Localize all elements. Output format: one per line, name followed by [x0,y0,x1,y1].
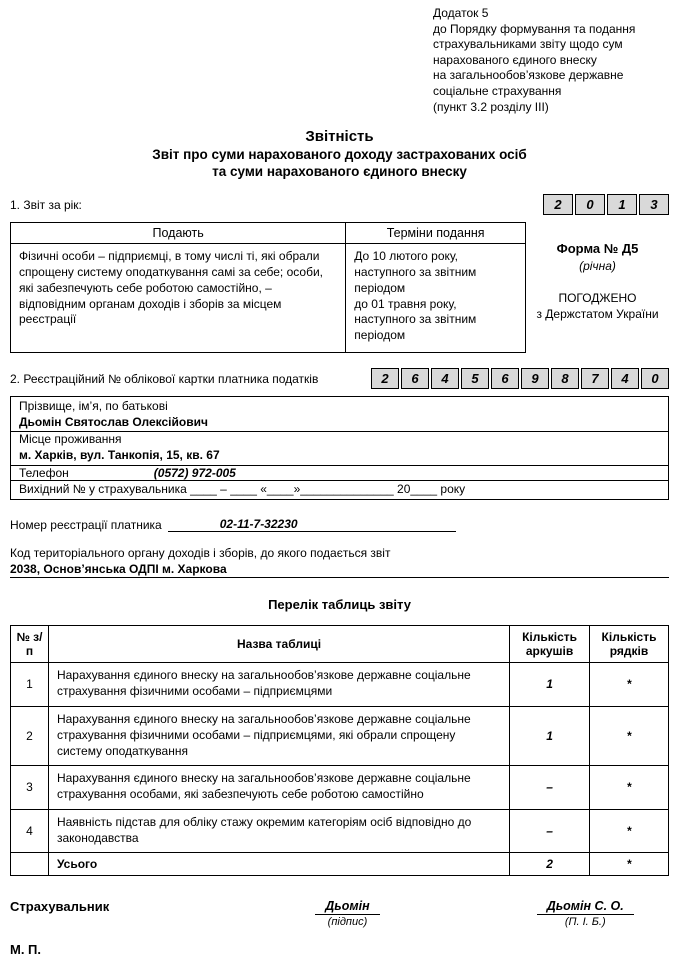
row-table-name: Нарахування єдиного внеску на загальнообов’язкове державне соціальне страхування фізичними особами – підприємцями [48,663,509,706]
appendix-line: Додаток 5 [433,6,489,20]
header-sheet-count: Кількість аркушів [510,625,590,663]
phone-field[interactable]: (0572) 972-005 [153,465,236,480]
taxpayer-digit-cell[interactable]: 4 [431,368,459,389]
year-digit-cell[interactable]: 0 [575,194,605,215]
year-digit-boxes [543,194,669,215]
row-sheet-count: – [510,809,590,852]
appendix-line: (пункт 3.2 розділу III) [433,99,549,114]
taxpayer-digit-cell[interactable]: 2 [371,368,399,389]
appendix-line: до Порядку формування та подання [433,21,636,36]
form-periodicity: (річна) [579,258,616,273]
row-table-name: Наявність підстав для обліку стажу окремим категоріям осіб відповідно до законодавства [48,809,509,852]
table-row [11,706,669,766]
taxpayer-digit-boxes [371,368,669,389]
insurer-details-box [10,396,669,499]
name-field[interactable]: Дьомін Святослав Олексійович [11,415,668,433]
total-empty-cell [11,852,49,875]
row-line-count: * [590,706,669,766]
row-sheet-count: – [510,766,590,809]
submission-term-line: до 01 травня року, наступного за звітним періодом [354,296,477,343]
phone-label: Телефон [19,465,69,480]
total-line-count: * [590,852,669,875]
insurer-label: Страхувальник [10,899,110,915]
tables-list-header-row [11,625,669,663]
appendix-line: соціальне страхування [433,83,562,98]
submission-who-cell: Фізичні особи – підприємці, в тому числі ті, які обрали спрощену систему оподаткування самі за себе; особи, які забезпечують себе роботою самостійно, – відповідним органам доходів і зборів за місцем реєстрації [11,244,346,353]
appendix-reference [433,6,679,115]
territorial-code-label: Код територіального органу доходів і зборів, до якого подається звіт [10,545,391,560]
year-digit-cell[interactable]: 3 [639,194,669,215]
submission-header-terms: Терміни подання [346,223,526,244]
signature-caption: (підпис) [327,916,368,929]
name-label: Прізвище, ім’я, по батькові [19,399,168,414]
row-number: 3 [11,766,49,809]
stamp-placeholder: М. П. [10,942,42,957]
full-name-field[interactable]: Дьомін С. О. [537,899,634,915]
territorial-code-block [10,546,669,578]
report-year-label: 1. Звіт за рік: [10,197,82,212]
row-line-count: * [590,809,669,852]
year-digit-cell[interactable]: 1 [607,194,637,215]
title-sub: та суми нарахованого єдиного внеску [212,164,467,180]
full-name-column [501,899,669,928]
table-total-row [11,852,669,875]
submission-terms-cell [346,244,526,353]
appendix-line: нарахованого єдиного внеску [433,52,597,67]
territorial-code-field[interactable]: 2038, Основ’янська ОДПІ м. Харкова [10,562,669,578]
form-approved-by: з Держстатом України [536,307,659,322]
payer-registration-field[interactable]: 02-11-7-32230 [168,517,456,532]
row-sheet-count: 1 [510,663,590,706]
table-row [11,663,669,706]
row-table-name: Нарахування єдиного внеску на загальнообов’язкове державне соціальне страхування фізичними особами – підприємцями, які обрали спрощену систему оподаткування [48,706,509,766]
phone-row [11,466,668,481]
row-number: 2 [11,706,49,766]
form-info-block [526,222,669,322]
year-digit-cell[interactable]: 2 [543,194,573,215]
row-table-name: Нарахування єдиного внеску на загальнообов’язкове державне соціальне страхування особами, які забезпечують себе роботою самостійно [48,766,509,809]
taxpayer-digit-cell[interactable]: 6 [401,368,429,389]
address-label: Місце проживання [19,432,122,447]
payer-registration-label: Номер реєстрації платника [10,517,162,532]
taxpayer-digit-cell[interactable]: 0 [641,368,669,389]
submission-section [10,222,669,353]
full-name-caption: (П. І. Б.) [564,916,606,929]
taxpayer-digit-cell[interactable]: 9 [521,368,549,389]
signature-column [268,899,426,928]
tables-list-table [10,625,669,877]
tables-list-title: Перелік таблиць звіту [268,596,411,612]
form-approved: ПОГОДЖЕНО [558,290,637,305]
row-line-count: * [590,766,669,809]
row-number: 1 [11,663,49,706]
header-line-count: Кількість рядків [590,625,669,663]
header-table-name: Назва таблиці [48,625,509,663]
taxpayer-digit-cell[interactable]: 6 [491,368,519,389]
form-number: Форма № Д5 [556,241,639,257]
total-label: Усього [48,852,509,875]
title-sub: Звіт про суми нарахованого доходу застрахованих осіб [152,147,527,163]
signature-section [10,899,669,928]
report-year-row [10,194,669,215]
appendix-line: страхувальниками звіту щодо сум [433,37,623,52]
table-row [11,766,669,809]
row-sheet-count: 1 [510,706,590,766]
submission-term-line: До 10 лютого року, наступного за звітним періодом [354,249,477,295]
taxpayer-digit-cell[interactable]: 4 [611,368,639,389]
table-row [11,809,669,852]
payer-registration-row [10,517,669,532]
taxpayer-digit-cell[interactable]: 7 [581,368,609,389]
taxpayer-digit-cell[interactable]: 5 [461,368,489,389]
row-number: 4 [11,809,49,852]
submission-header-who: Подають [11,223,346,244]
outgoing-number-row [11,481,668,496]
page-title [10,128,669,179]
taxpayer-number-label: 2. Реєстраційний № облікової картки платника податків [10,371,319,386]
appendix-line: на загальнообов’язкове державне [433,68,624,83]
header-row-number: № з/п [11,625,49,663]
taxpayer-digit-cell[interactable]: 8 [551,368,579,389]
outgoing-number-label: Вихідний № у страхувальника [19,481,187,496]
taxpayer-number-row [10,368,669,389]
title-main: Звітність [305,128,374,146]
signature-field[interactable]: Дьомін [315,899,379,915]
address-field[interactable]: м. Харків, вул. Танкопія, 15, кв. 67 [11,448,668,466]
row-line-count: * [590,663,669,706]
total-sheet-count: 2 [510,852,590,875]
submission-table [10,222,526,353]
outgoing-number-blanks[interactable]: ____ – ____ «____»______________ 20____ року [190,481,466,496]
